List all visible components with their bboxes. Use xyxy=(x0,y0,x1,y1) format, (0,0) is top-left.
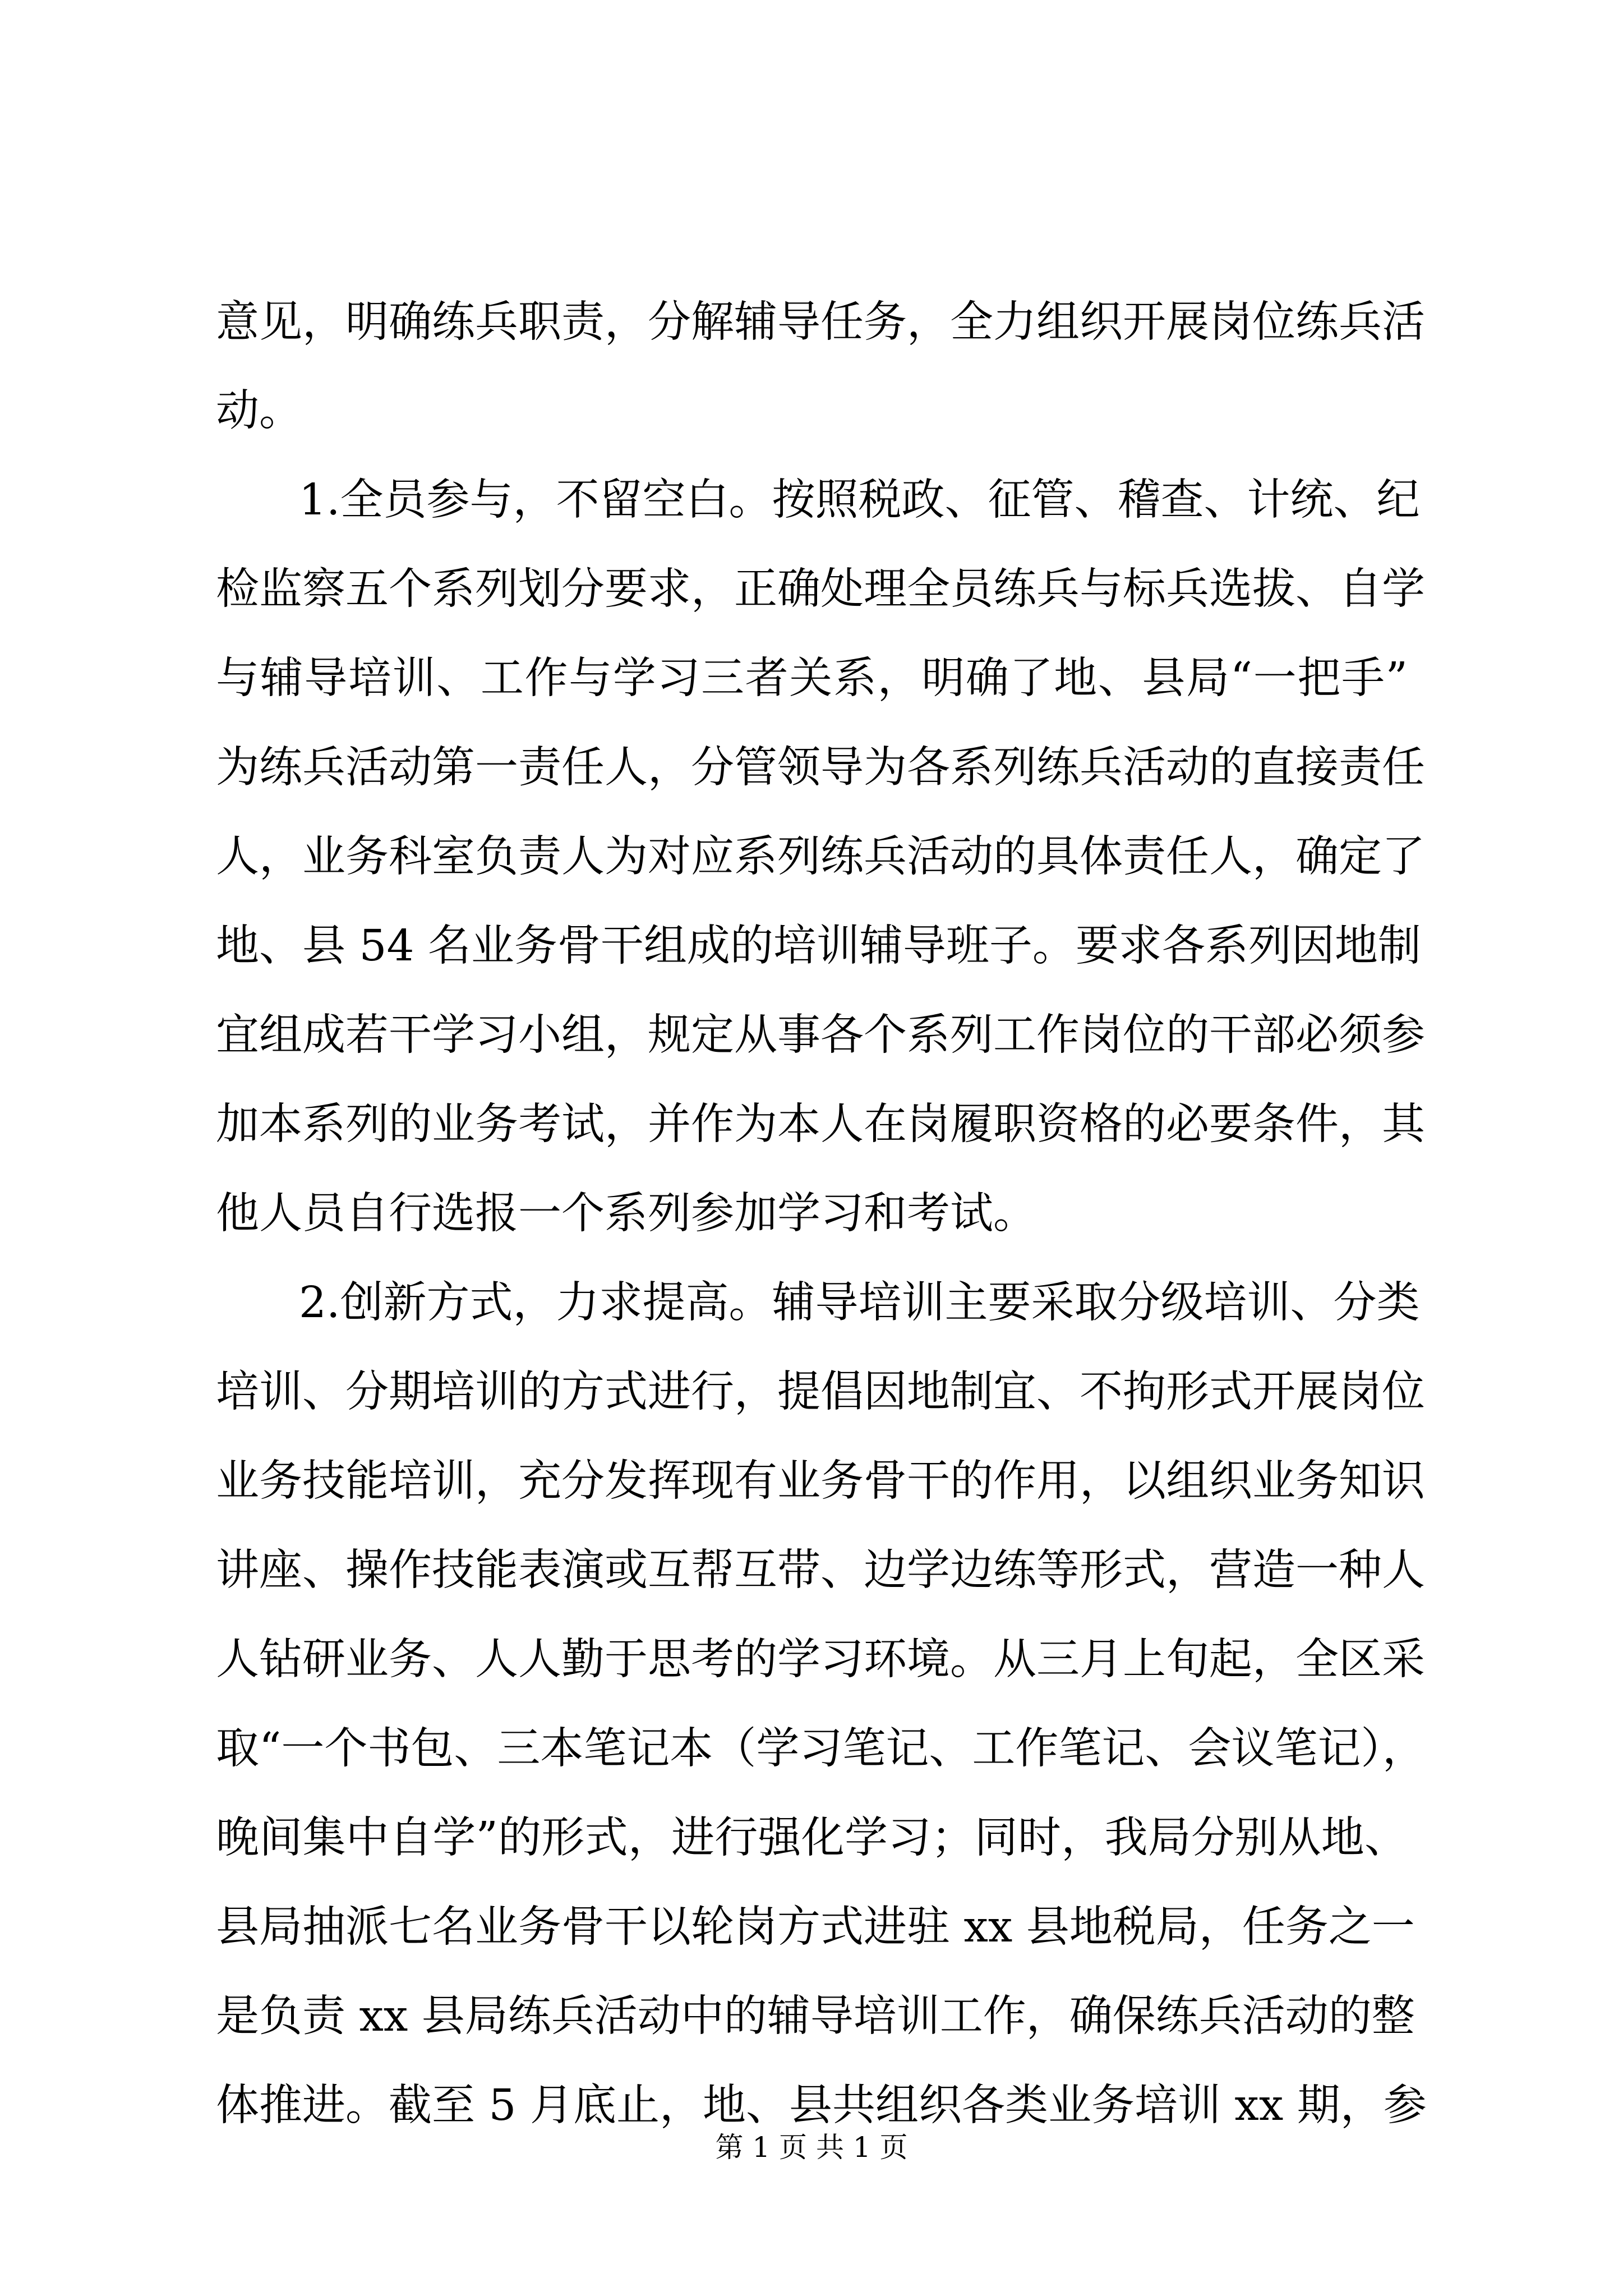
text-line: 与辅导培训、工作与学习三者关系，明确了地、县局“一把手” xyxy=(216,654,1408,703)
text-line: 加本系列的业务考试，并作为本人在岗履职资格的必要条件，其 xyxy=(216,1099,1425,1149)
text-line: 体推进。截至 5 月底止，地、县共组织各类业务培训 xx 期，参 xyxy=(216,2081,1427,2131)
text-line: 他人员自行选报一个系列参加学习和考试。 xyxy=(216,1189,1036,1239)
text-line: 业务技能培训，充分发挥现有业务骨干的作用，以组织业务知识 xyxy=(216,1456,1425,1506)
page-footer: 第 1 页 共 1 页 xyxy=(715,2131,908,2164)
text-line: 县局抽派七名业务骨干以轮岗方式进驻 xx 县地税局，任务之一 xyxy=(216,1902,1415,1952)
text-line: 是负责 xx 县局练兵活动中的辅导培训工作，确保练兵活动的整 xyxy=(216,1991,1415,2041)
text-line: 1.全员参与，不留空白。按照税政、征管、稽查、计统、纪 xyxy=(299,475,1420,525)
text-line: 动。 xyxy=(216,386,302,436)
text-line: 检监察五个系列划分要求，正确处理全员练兵与标兵选拔、自学 xyxy=(216,564,1425,614)
text-line: 意见，明确练兵职责，分解辅导任务，全力组织开展岗位练兵活 xyxy=(216,297,1425,347)
text-line: 宜组成若干学习小组，规定从事各个系列工作岗位的干部必须参 xyxy=(216,1010,1425,1060)
text-line: 培训、分期培训的方式进行，提倡因地制宜、不拘形式开展岗位 xyxy=(216,1367,1425,1417)
text-line: 2.创新方式，力求提高。辅导培训主要采取分级培训、分类 xyxy=(299,1278,1420,1328)
text-line: 为练兵活动第一责任人，分管领导为各系列练兵活动的直接责任 xyxy=(216,743,1425,793)
text-line: 地、县 54 名业务骨干组成的培训辅导班子。要求各系列因地制 xyxy=(216,921,1421,971)
text-line: 取“一个书包、三本笔记本（学习笔记、工作笔记、会议笔记）， xyxy=(216,1724,1426,1774)
text-line: 晚间集中自学”的形式，进行强化学习；同时，我局分别从地、 xyxy=(216,1813,1408,1863)
text-line: 人，业务科室负责人为对应系列练兵活动的具体责任人，确定了 xyxy=(216,832,1425,882)
text-line: 讲座、操作技能表演或互帮互带、边学边练等形式，营造一种人 xyxy=(216,1545,1425,1595)
text-line: 人钻研业务、人人勤于思考的学习环境。从三月上旬起，全区采 xyxy=(216,1635,1425,1685)
